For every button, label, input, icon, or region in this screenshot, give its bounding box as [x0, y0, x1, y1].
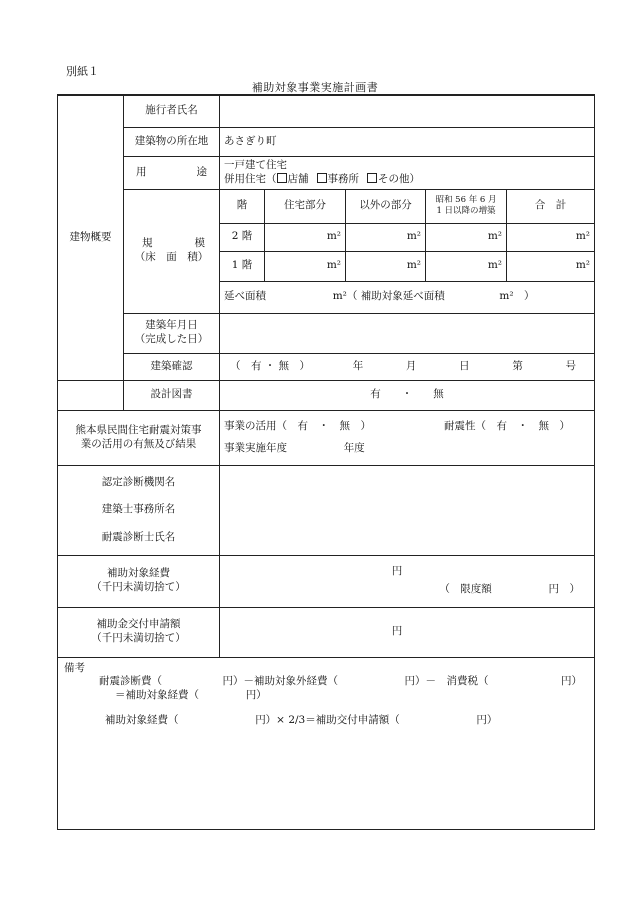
building-overview-label: 建物概要 — [58, 95, 124, 380]
applicant-name-label: 施行者氏名 — [124, 95, 220, 127]
floor-1-label: 1 階 — [220, 251, 265, 281]
program-use: 事業の活用（ 有 ・ 無 ） — [224, 419, 371, 432]
applicant-name-field[interactable] — [220, 95, 595, 127]
subsidy-cost-field[interactable]: 円 （ 限度額 円 ） — [220, 555, 595, 607]
built-date-field[interactable] — [220, 313, 595, 353]
use-mixed-house: 併用住宅（ 店舗 事務所 その他） — [224, 172, 420, 185]
program-label: 熊本県民間住宅耐震対策事 業の活用の有無及び結果 — [58, 410, 220, 465]
store-checkbox[interactable] — [277, 173, 287, 183]
extension-header: 昭和 56 年 6 月 1 日以降の増築 — [426, 189, 507, 223]
floor-2-total-field[interactable]: m² — [507, 223, 595, 251]
building-confirmation-label: 建築確認 — [124, 353, 220, 380]
scale-label: 規 模 （床 面 積） — [124, 189, 220, 313]
use-label: 用 途 — [124, 156, 220, 189]
floor-1-total-field[interactable]: m² — [507, 251, 595, 281]
floor-2-label: 2 階 — [220, 223, 265, 251]
use-field[interactable] — [220, 156, 595, 189]
building-overview-continued — [58, 380, 124, 410]
floor-header: 階 — [220, 189, 265, 223]
program-field[interactable]: 事業の活用（ 有 ・ 無 ） 耐震性（ 有 ・ 無 ） 事業実施年度 年度 — [220, 410, 595, 465]
total-header: 合 計 — [507, 189, 595, 223]
request-amount-label: 補助金交付申請額 （千円未満切捨て） — [58, 607, 220, 657]
use-detached-house: 一戸建て住宅 — [224, 158, 287, 171]
request-amount-field[interactable]: 円 — [220, 607, 595, 657]
design-drawings-field[interactable]: 有 ・ 無 — [220, 380, 595, 410]
floor-1-extension-field[interactable]: m² — [426, 251, 507, 281]
design-drawings-label: 設計図書 — [124, 380, 220, 410]
other-checkbox[interactable] — [367, 173, 377, 183]
floor-1-residential-field[interactable]: m² — [265, 251, 346, 281]
total-floor-area-row[interactable]: 延べ面積 m²（ 補助対象延べ面積 m² ） — [220, 281, 595, 313]
remarks-line-3: 補助対象経費（ 円）× 2/3＝補助交付申請額（ 円） — [105, 714, 498, 727]
built-date-label: 建築年月日 （完成した日） — [124, 313, 220, 353]
floor-2-extension-field[interactable]: m² — [426, 223, 507, 251]
program-year-label: 事業実施年度 — [224, 441, 287, 454]
diagnosis-labels — [58, 465, 220, 555]
diagnosis-field[interactable] — [220, 465, 595, 555]
plan-form-table-rest — [57, 380, 595, 830]
document-title: 補助対象事業実施計画書 — [251, 81, 379, 94]
remarks-line-2: ＝補助対象経費（ 円） — [115, 688, 267, 701]
remarks-line-1: 耐震診断費（ 円）－補助対象外経費（ 円）－ 消費税（ 円） — [99, 675, 582, 688]
remarks-label: 備考 — [64, 661, 85, 674]
remarks-cell — [58, 657, 595, 829]
residential-part-header: 住宅部分 — [265, 189, 346, 223]
subsidy-cost-label: 補助対象経費 （千円未満切捨て） — [58, 555, 220, 607]
diagnosis-org-label: 認定診断機関名 — [101, 475, 176, 488]
diagnostician-label: 耐震診断士氏名 — [101, 530, 176, 543]
location-field[interactable]: あさぎり町 — [220, 127, 595, 156]
office-checkbox[interactable] — [317, 173, 327, 183]
location-label: 建築物の所在地 — [124, 127, 220, 156]
building-confirmation-field[interactable]: （ 有 ・ 無 ） 年 月 日 第 号 — [220, 353, 595, 380]
floor-2-other-field[interactable]: m² — [346, 223, 426, 251]
floor-2-residential-field[interactable]: m² — [265, 223, 346, 251]
plan-form-table — [57, 94, 595, 381]
attachment-label: 別紙１ — [66, 65, 99, 78]
floor-1-other-field[interactable]: m² — [346, 251, 426, 281]
architect-office-label: 建築士事務所名 — [101, 503, 176, 516]
program-quake-resistance: 耐震性（ 有 ・ 無 ） — [444, 419, 570, 432]
other-part-header: 以外の部分 — [346, 189, 426, 223]
